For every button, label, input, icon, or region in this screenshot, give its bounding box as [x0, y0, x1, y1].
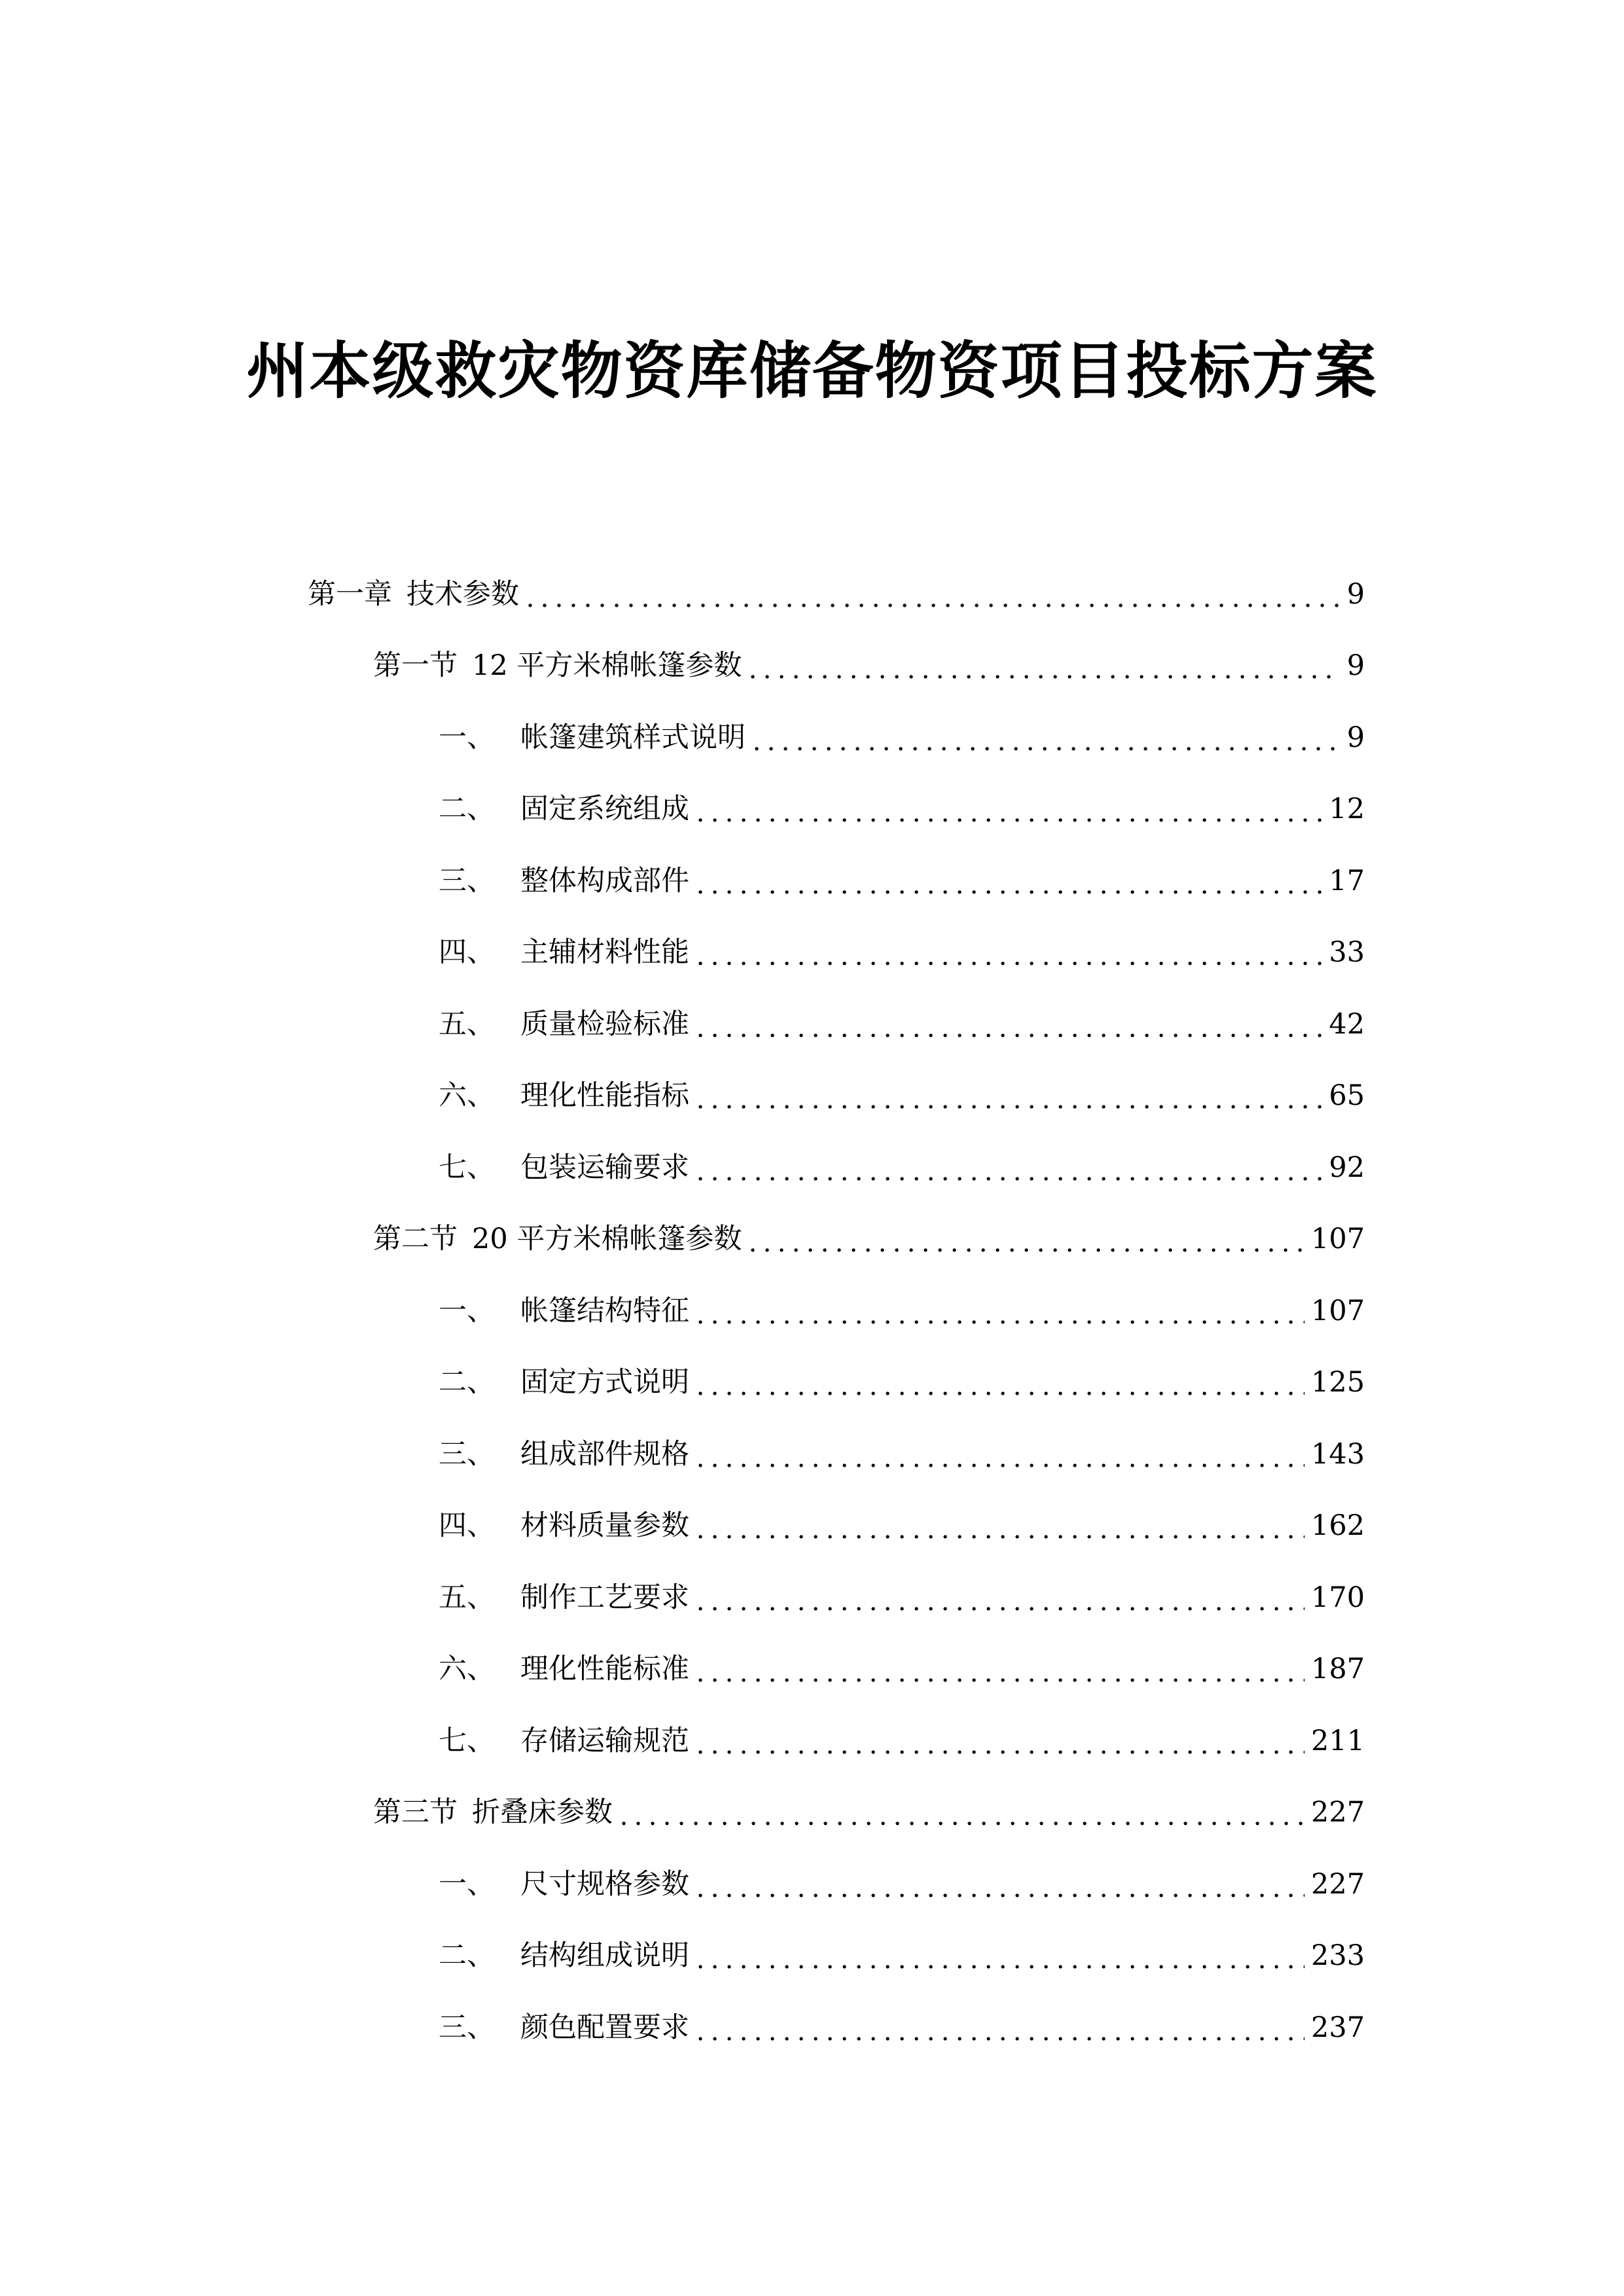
dot-leader [693, 1428, 1305, 1480]
toc-entry-subsection[interactable] [439, 1643, 1365, 1695]
toc-entry-label: 折叠床参数 [472, 1796, 613, 1829]
toc-entry-page: 33 [1329, 936, 1365, 969]
toc-entry-subsection[interactable] [439, 855, 1365, 907]
toc-entry-number: 第三节 [373, 1796, 458, 1829]
toc-entry-number: 一、 [439, 721, 495, 754]
toc-entry-subsection[interactable] [439, 1858, 1365, 1910]
toc-entry-number: 二、 [439, 1366, 495, 1399]
toc-entry-page: 9 [1346, 578, 1365, 611]
toc-entry-section-1[interactable] [373, 639, 1365, 692]
toc-entry-page: 227 [1310, 1868, 1365, 1901]
toc-entry-label: 技术参数 [406, 578, 519, 611]
toc-entry-label: 帐篷结构特征 [520, 1295, 689, 1327]
toc-entry-label: 组成部件规格 [520, 1438, 689, 1471]
dot-leader [693, 1571, 1305, 1624]
toc-entry-label: 尺寸规格参数 [520, 1868, 689, 1901]
toc-entry-page: 92 [1329, 1151, 1365, 1184]
dot-leader [746, 639, 1339, 692]
dot-leader [693, 1499, 1305, 1552]
toc-entry-label: 固定系统组成 [520, 793, 689, 825]
toc-entry-label: 颜色配置要求 [520, 2011, 689, 2044]
toc-entry-subsection[interactable] [439, 1715, 1365, 1767]
toc-entry-page: 187 [1310, 1653, 1365, 1685]
toc-entry-page: 227 [1310, 1796, 1365, 1829]
toc-entry-label: 整体构成部件 [520, 865, 689, 897]
dot-leader [749, 711, 1339, 764]
dot-leader [693, 783, 1322, 835]
toc-entry-label: 帐篷建筑样式说明 [520, 721, 746, 754]
dot-leader [693, 1858, 1305, 1910]
toc-entry-number: 二、 [439, 793, 495, 825]
toc-entry-page: 233 [1310, 1939, 1365, 1972]
toc-entry-subsection[interactable] [439, 2001, 1365, 2054]
toc-entry-number: 三、 [439, 865, 495, 897]
toc-entry-number: 一、 [439, 1868, 495, 1901]
dot-leader [693, 1643, 1305, 1695]
toc-entry-label: 质量检验标准 [520, 1008, 689, 1041]
dot-leader [693, 998, 1322, 1050]
toc-entry-page: 125 [1310, 1366, 1365, 1399]
toc-entry-label: 包装运输要求 [520, 1151, 689, 1184]
dot-leader [693, 2001, 1305, 2054]
dot-leader [617, 1786, 1305, 1839]
toc-entry-number: 五、 [439, 1008, 495, 1041]
dot-leader [693, 1715, 1305, 1767]
toc-entry-page: 42 [1329, 1008, 1365, 1041]
toc-entry-label: 存储运输规范 [520, 1725, 689, 1757]
toc-entry-page: 237 [1310, 2011, 1365, 2044]
toc-entry-subsection[interactable] [439, 1141, 1365, 1194]
toc-entry-label: 理化性能标准 [520, 1653, 689, 1685]
toc-entry-number: 四、 [439, 936, 495, 969]
toc-entry-subsection[interactable] [439, 1069, 1365, 1122]
toc-entry-page: 107 [1310, 1295, 1365, 1327]
dot-leader [693, 1069, 1322, 1122]
toc-entry-subsection[interactable] [439, 1428, 1365, 1480]
toc-entry-number: 七、 [439, 1725, 495, 1757]
toc-entry-number: 第一节 [373, 649, 458, 682]
toc-entry-number: 一、 [439, 1295, 495, 1327]
toc-entry-page: 162 [1310, 1509, 1365, 1542]
toc-entry-page: 12 [1329, 793, 1365, 825]
dot-leader [523, 568, 1339, 620]
toc-entry-subsection[interactable] [439, 711, 1365, 764]
toc-entry-number: 六、 [439, 1653, 495, 1685]
toc-entry-label: 结构组成说明 [520, 1939, 689, 1972]
toc-entry-section-3[interactable] [373, 1786, 1365, 1839]
toc-entry-number: 二、 [439, 1939, 495, 1972]
dot-leader [693, 1929, 1305, 1982]
dot-leader [693, 1356, 1305, 1408]
toc-entry-number: 六、 [439, 1079, 495, 1112]
toc-entry-page: 170 [1310, 1581, 1365, 1614]
toc-entry-subsection[interactable] [439, 1499, 1365, 1552]
toc-entry-number: 五、 [439, 1581, 495, 1614]
toc-entry-label: 主辅材料性能 [520, 936, 689, 969]
toc-entry-label: 材料质量参数 [520, 1509, 689, 1542]
dot-leader [693, 855, 1322, 907]
toc-entry-subsection[interactable] [439, 1285, 1365, 1337]
toc-entry-number: 三、 [439, 2011, 495, 2044]
dot-leader [693, 926, 1322, 978]
toc-entry-page: 17 [1329, 865, 1365, 897]
toc-entry-page: 9 [1346, 649, 1365, 682]
toc-entry-page: 107 [1310, 1223, 1365, 1255]
toc-entry-subsection[interactable] [439, 1571, 1365, 1624]
dot-leader [746, 1213, 1305, 1265]
toc-entry-label: 制作工艺要求 [520, 1581, 689, 1614]
toc-entry-number: 三、 [439, 1438, 495, 1471]
toc-entry-number: 第一章 [308, 578, 392, 611]
toc-entry-label: 12 平方米棉帐篷参数 [472, 649, 742, 682]
toc-entry-label: 固定方式说明 [520, 1366, 689, 1399]
toc-entry-subsection[interactable] [439, 926, 1365, 978]
dot-leader [693, 1141, 1322, 1194]
toc-entry-page: 65 [1329, 1079, 1365, 1112]
toc-entry-section-2[interactable] [373, 1213, 1365, 1265]
toc-entry-label: 理化性能指标 [520, 1079, 689, 1112]
toc-entry-subsection[interactable] [439, 1929, 1365, 1982]
toc-entry-page: 211 [1310, 1725, 1365, 1757]
toc-entry-label: 20 平方米棉帐篷参数 [472, 1223, 742, 1255]
toc-entry-chapter-1[interactable] [308, 568, 1365, 620]
dot-leader [693, 1285, 1305, 1337]
toc-entry-page: 143 [1310, 1438, 1365, 1471]
document-title: 州本级救灾物资库储备物资项目投标方案 [246, 336, 1378, 407]
toc-entry-number: 第二节 [373, 1223, 458, 1255]
toc-entry-subsection[interactable] [439, 1356, 1365, 1408]
toc-entry-page: 9 [1346, 721, 1365, 754]
toc-entry-subsection[interactable] [439, 783, 1365, 835]
toc-entry-subsection[interactable] [439, 998, 1365, 1050]
toc-entry-number: 七、 [439, 1151, 495, 1184]
toc-entry-number: 四、 [439, 1509, 495, 1542]
